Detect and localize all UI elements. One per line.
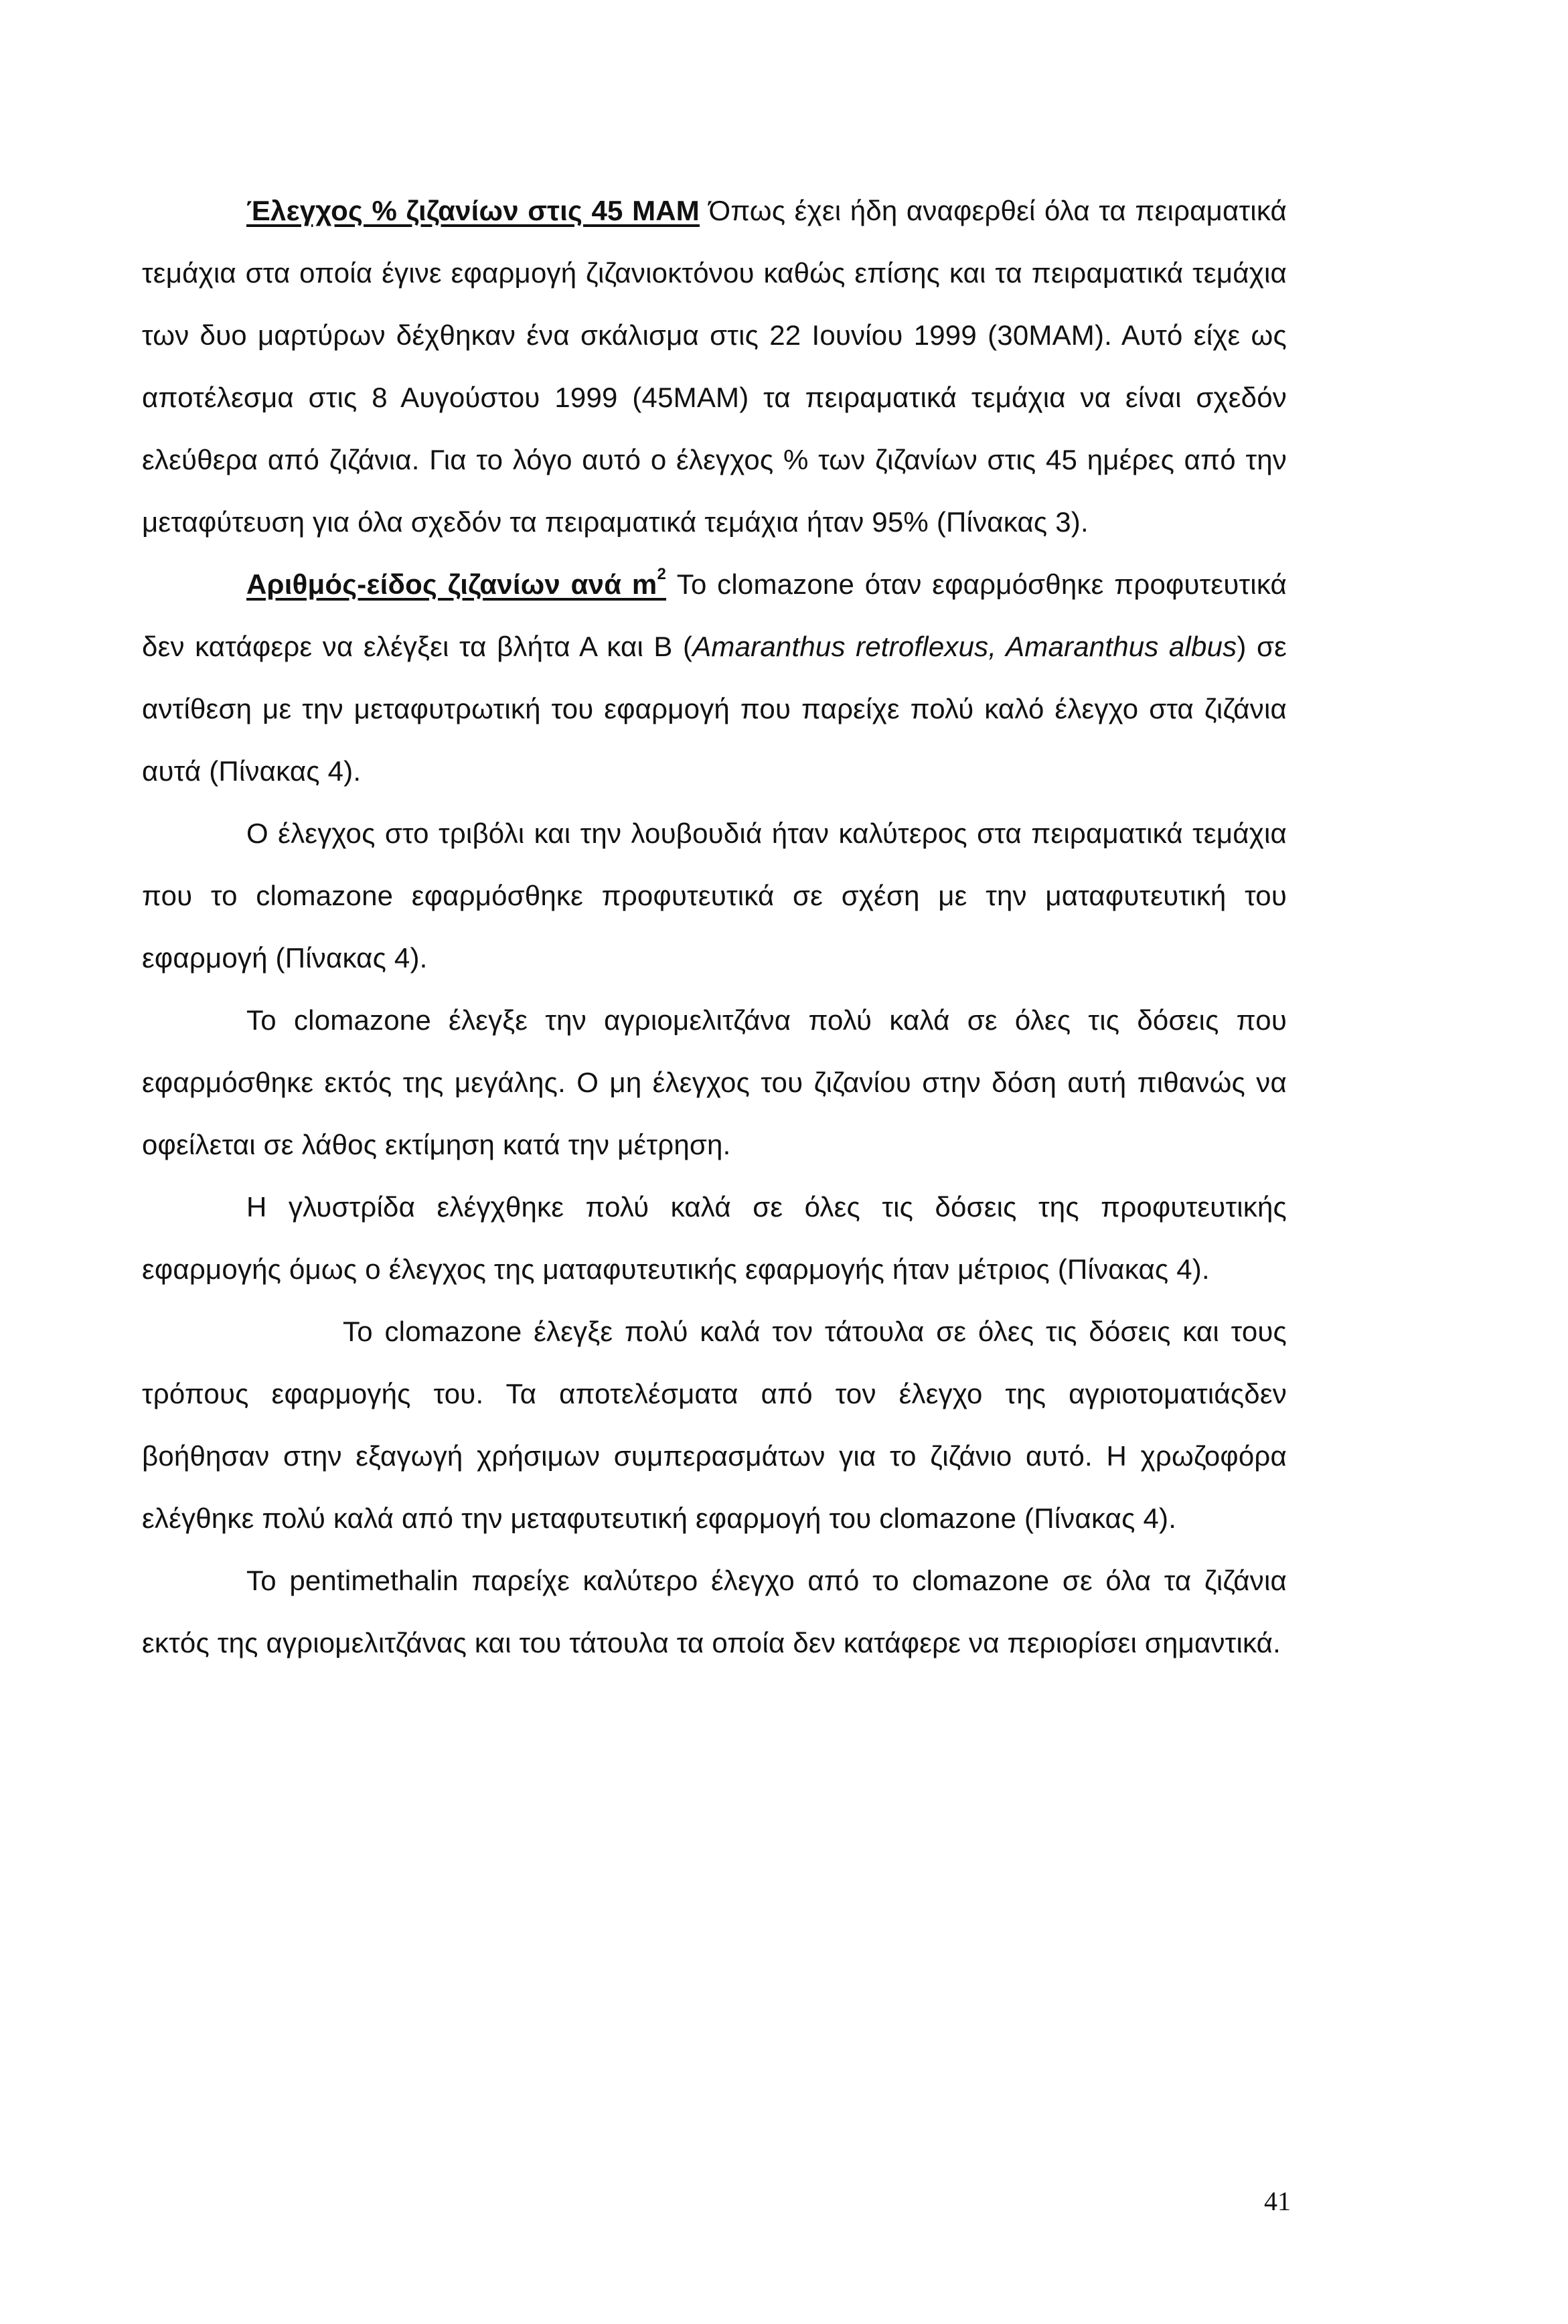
paragraph-weed-species	[142, 553, 1287, 802]
paragraph-text: Όπως έχει ήδη αναφερθεί όλα τα πειραματικά τεμάχια στα οποία έγινε εφαρμογή ζιζανιοκτόνου καθώς επίσης και τα πειραματικά τεμάχια των δυο μαρτύρων δέχθηκαν ένα σκάλισμα στις 22 Ιουνίου 1999 (30ΜΑΜ). Αυτό είχε ως αποτέλεσμα στις 8 Αυγούστου 1999 (45ΜΑΜ) τα πειραματικά τεμάχια να είναι σχεδόν ελεύθερα από ζιζάνια. Για το λόγο αυτό ο έλεγχος % των ζιζανίων στις 45 ημέρες από την μεταφύτευση για όλα σχεδόν τα πειραματικά τεμάχια ήταν 95% (Πίνακας 3).	[142, 195, 1287, 538]
section-heading-weed-species	[246, 565, 667, 600]
paragraph-pendimethalin: Το pentimethalin παρείχε καλύτερο έλεγχο από το clomazone σε όλα τα ζιζάνια εκτός της αγριομελιτζάνας και του τάτουλα τα οποία δεν κατάφερε να περιορίσει σημαντικά.	[142, 1565, 1287, 1658]
page-number: 41	[1264, 2186, 1291, 2216]
paragraph-solanum: Το clomazone έλεγξε την αγριομελιτζάνα πολύ καλά σε όλες τις δόσεις που εφαρμόσθηκε εκτός της μεγάλης. Ο μη έλεγχος του ζιζανίου στην δόση αυτή πιθανώς να οφείλεται σε λάθος εκτίμηση κατά την μέτρηση.	[142, 1004, 1287, 1160]
heading-text: Αριθμός-είδος ζιζανίων ανά m	[246, 568, 657, 600]
superscript-two: 2	[657, 565, 667, 583]
body-text	[142, 179, 1287, 1674]
paragraph-tribulus: Ο έλεγχος στο τριβόλι και την λουβουδιά ήταν καλύτερος στα πειραματικά τεμάχια που το clomazone εφαρμόσθηκε προφυτευτικά σε σχέση με την ματαφυτευτική του εφαρμογή (Πίνακας 4).	[142, 818, 1287, 974]
paragraph-text: ) σε αντίθεση με την μεταφυτρωτική του εφαρμογή που παρείχε πολύ καλό έλεγχο στα ζιζάνια αυτά (Πίνακας 4).	[142, 631, 1287, 787]
paragraph-portulaca: Η γλυστρίδα ελέγχθηκε πολύ καλά σε όλες τις δόσεις της προφυτευτικής εφαρμογής όμως ο έλεγχος της ματαφυτευτικής εφαρμογής ήταν μέτριος (Πίνακας 4).	[142, 1191, 1287, 1285]
section-heading-weed-control: Έλεγχος % ζιζανίων στις 45 ΜΑΜ	[246, 195, 700, 226]
paragraph-text: Το clomazone όταν εφαρμόσθηκε προφυτευτικά δεν κατάφερε να ελέγξει τα βλήτα Α και Β (	[142, 568, 1287, 662]
paragraph-weed-control	[142, 179, 1287, 553]
paragraph-datura: Το clomazone έλεγξε πολύ καλά τον τάτουλα σε όλες τις δόσεις και τους τρόπους εφαρμογής του. Τα αποτελέσματα από τον έλεγχο της αγριοτοματιάςδεν βοήθησαν στην εξαγωγή χρήσιμων συμπερασμάτων για το ζιζάνιο αυτό. Η χρωζοφόρα ελέγθηκε πολύ καλά από την μεταφυτευτική εφαρμογή του clomazone (Πίνακας 4).	[142, 1316, 1287, 1534]
species-names: Amaranthus retroflexus, Amaranthus albus	[692, 631, 1237, 662]
